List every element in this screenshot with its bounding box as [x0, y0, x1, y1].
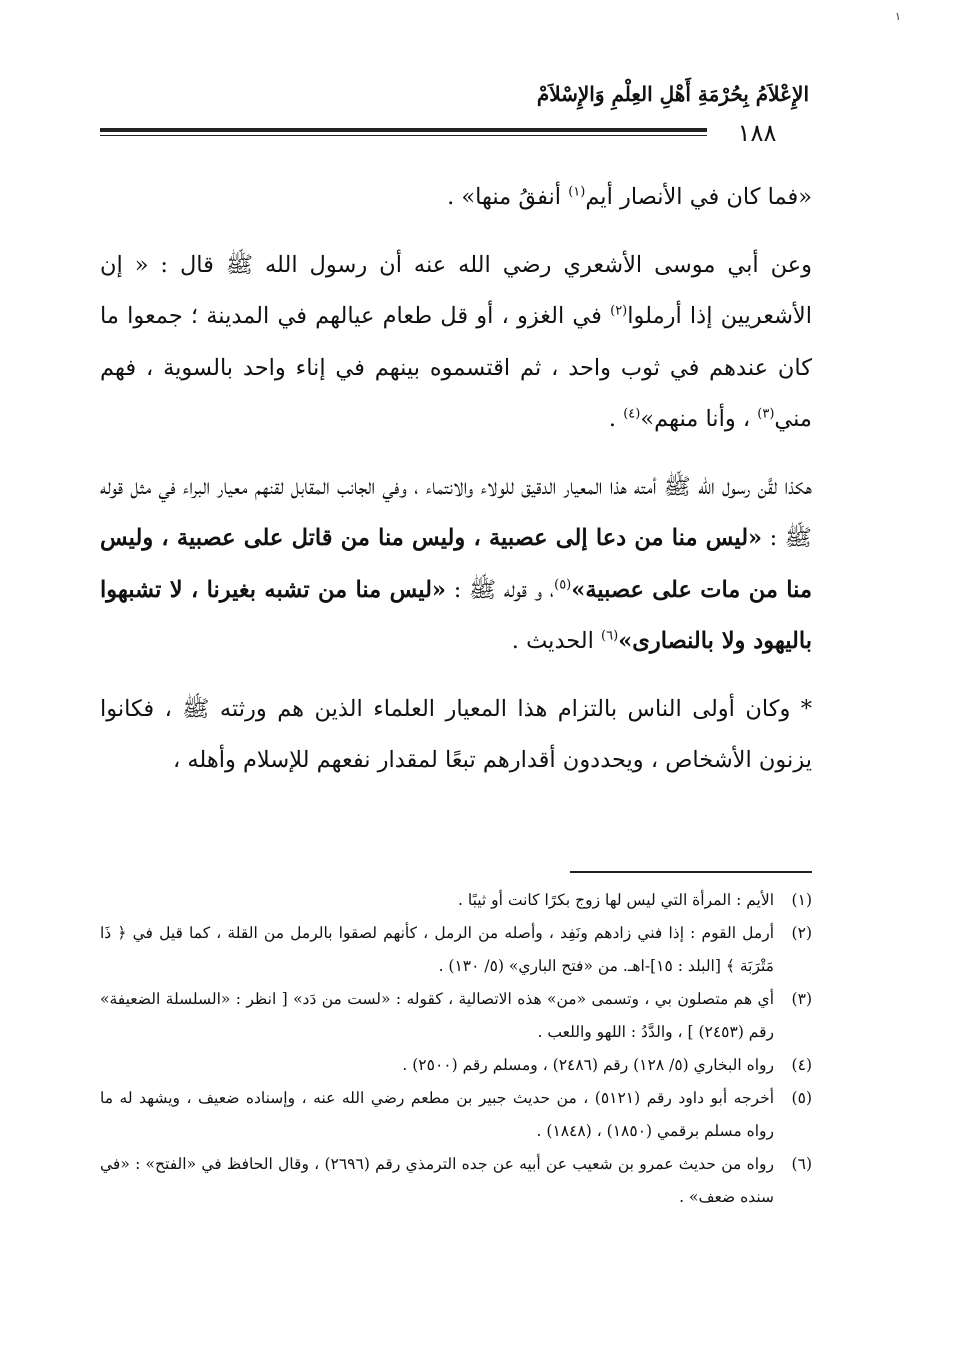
- paragraph-4: [100, 684, 812, 787]
- footnote-number: (٤): [791, 1056, 812, 1074]
- footnote-number: (٢): [791, 924, 812, 942]
- footnote: [100, 1082, 812, 1148]
- footnote-number: (٥): [791, 1089, 812, 1107]
- running-title: الإِعْلاَمُ بِحُرْمَةِ أَهْلِ العِلْمِ وَالإِسْلاَمْ: [536, 82, 809, 106]
- text-run: هكذا لقَّن رسول الله ﷺ أمته هذا المعيار الدقيق للولاء والانتماء ، وفي الجانب المقابل لقنهم معيار البراء في مثل قوله ﷺ :: [100, 473, 812, 551]
- footnote: [100, 917, 812, 983]
- footnote-number: (٣): [791, 990, 812, 1008]
- footnote-number: (١): [791, 891, 812, 909]
- footnote-text: أرمل القوم : إذا فني زادهم ونَفِد ، وأصله من الرمل ، كأنهم لصقوا بالرمل من القلة ، كما قيل في ﴿ ذَا مَتْرَبَة ﴾ [البلد : ١٥]-اهـ. من «فتح الباري» (٥/ ١٣٠) .: [100, 924, 774, 975]
- footnote-ref: (٤): [623, 406, 641, 422]
- corner-mark: ١: [895, 10, 901, 23]
- header-rule-thick: [100, 128, 807, 132]
- text-run: * وكان أولى الناس بالتزام هذا المعيار العلماء الذين هم ورثته ﷺ ، فكانوا يزنون الأشخاص ، ويحددون أقدارهم تبعًا لمقدار نفعهم للإسلام وأهله ،: [100, 695, 812, 773]
- text-run: الحديث .: [511, 628, 602, 654]
- footnote: [100, 884, 812, 917]
- footnote: [100, 1148, 812, 1214]
- footnote-text: رواه من حديث عمرو بن شعيب عن أبيه عن جده الترمذي رقم (٢٦٩٦) ، وقال الحافظ في «الفتح» : «في سنده ضعف» .: [100, 1155, 774, 1206]
- page-number: ١٨٨: [737, 119, 777, 147]
- footnote-text: أخرجه أبو داود رقم (٥١٢١) ، من حديث جبير بن مطعم رضي الله عنه ، وإسناده ضعيف ، ويشهد له ما رواه مسلم برقمي (١٨٥٠) ، (١٨٤٨) .: [100, 1089, 775, 1140]
- footnote-text: الأيم : المرأة التي ليس لها زوج بكرًا كانت أو ثيبًا .: [458, 891, 774, 909]
- paragraph-2: [100, 240, 812, 446]
- main-text: [100, 172, 812, 787]
- footnote-ref: (٦): [601, 628, 619, 644]
- text-run: .: [608, 406, 624, 432]
- footnote-ref: (٣): [757, 406, 775, 422]
- text-run: ، وأنا منهم»: [640, 406, 758, 432]
- hadith-quote: «ليس منا من دعا إلى عصبية ، وليس منا من قاتل على عصبية ، وليس منا من مات على عصبية»: [100, 525, 812, 603]
- footnote-number: (٦): [791, 1155, 812, 1173]
- hadith-quote: «ليس منا من تشبه بغيرنا ، لا تشبهوا باليهود ولا بالنصارى»: [100, 576, 812, 654]
- footnotes: [100, 884, 812, 1214]
- text-run: في الغزو ، أو قل طعام عيالهم في المدينة ؛ جمعوا ما كان عندهم في ثوب واحد ، ثم اقتسموه بينهم في إناء واحد بالسوية ، فهم مني: [100, 303, 812, 432]
- text-run: أنفقُ منها» .: [447, 184, 569, 210]
- footnote-ref: (٥): [554, 577, 572, 592]
- footnote-ref: (٢): [610, 303, 628, 319]
- header-rule-thin: [100, 135, 807, 136]
- footnote-text: أي هم متصلون بي ، وتسمى «من» هذه الاتصالية ، كقوله : «لست من دَد» [ انظر : «السلسلة الضعيفة» رقم (٢٤٥٣) ] ، والدَّدُ : اللهو واللعب .: [100, 990, 774, 1041]
- text-run: وعن أبي موسى الأشعري رضي الله عنه أن رسول الله ﷺ قال : « إن الأشعريين إذا أرملوا: [100, 251, 812, 329]
- footnote: [100, 1049, 812, 1082]
- text-run: ، و قوله ﷺ :: [446, 576, 555, 603]
- paragraph-1: [100, 172, 812, 224]
- footnote-ref: (١): [568, 184, 586, 200]
- paragraph-3: [100, 462, 812, 668]
- footnote: [100, 983, 812, 1049]
- text-run: «فما كان في الأنصار أيم: [585, 184, 812, 210]
- footnote-text: رواه البخاري (٥/ ١٢٨) رقم (٢٤٨٦) ، ومسلم رقم (٢٥٠٠) .: [402, 1056, 774, 1074]
- page-number-box: [707, 119, 807, 147]
- footnote-separator: [570, 871, 812, 873]
